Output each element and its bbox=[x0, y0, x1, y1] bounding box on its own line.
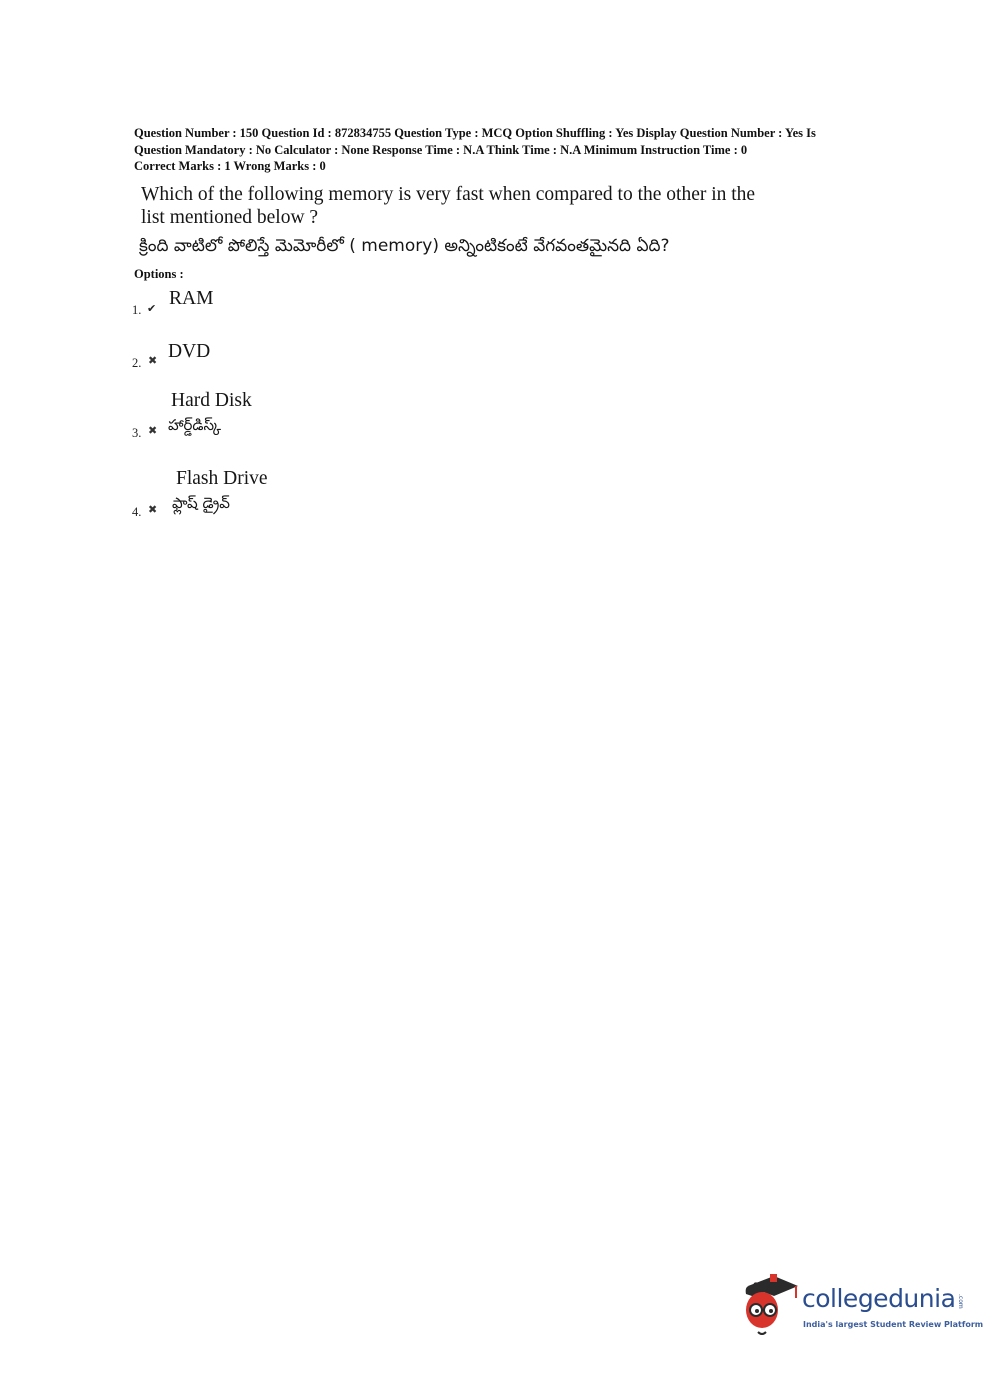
cross-icon: ✖ bbox=[148, 354, 158, 367]
metadata-line-1: Question Number : 150 Question Id : 872834755 Question Type : MCQ Option Shuffling : Yes Display Question Number : Yes Is bbox=[134, 126, 816, 140]
collegedunia-logo bbox=[740, 1272, 984, 1342]
brand-tagline: India's largest Student Review Platform bbox=[803, 1320, 984, 1329]
option-number: 2. bbox=[132, 356, 142, 370]
brand-name: collegedunia bbox=[802, 1284, 956, 1313]
cross-icon: ✖ bbox=[148, 424, 158, 437]
option-number: 1. bbox=[132, 303, 142, 317]
mascot-icon bbox=[740, 1272, 800, 1340]
option-text-telugu: ఫ్లాష్ డ్రైవ్ bbox=[172, 494, 230, 512]
option-text: DVD bbox=[168, 341, 211, 362]
option-text: RAM bbox=[169, 288, 214, 309]
metadata-line-3: Correct Marks : 1 Wrong Marks : 0 bbox=[134, 159, 326, 173]
question-text-telugu: క్రింది వాటిలో పోలిస్తే మెమోరీలో ( memory) అన్నింటికంటే వేగవంతమైనది ఏది? bbox=[139, 236, 670, 256]
check-icon: ✔ bbox=[147, 302, 157, 315]
metadata-line-2: Question Mandatory : No Calculator : None Response Time : N.A Think Time : N.A Minimum Instruction Time : 0 bbox=[134, 142, 748, 157]
option-text: Hard Disk bbox=[171, 390, 252, 411]
option-text: Flash Drive bbox=[176, 468, 268, 489]
question-text-english: Which of the following memory is very fast when compared to the other in the list mentioned below ? bbox=[141, 184, 756, 228]
options-label: Options : bbox=[134, 267, 184, 281]
cross-icon: ✖ bbox=[148, 503, 158, 516]
question-metadata bbox=[134, 125, 874, 175]
option-text-telugu: హార్డ్‌డిస్క్ bbox=[168, 416, 222, 434]
option-number: 4. bbox=[132, 505, 142, 519]
brand-suffix: .com bbox=[957, 1294, 964, 1309]
option-number: 3. bbox=[132, 426, 142, 440]
